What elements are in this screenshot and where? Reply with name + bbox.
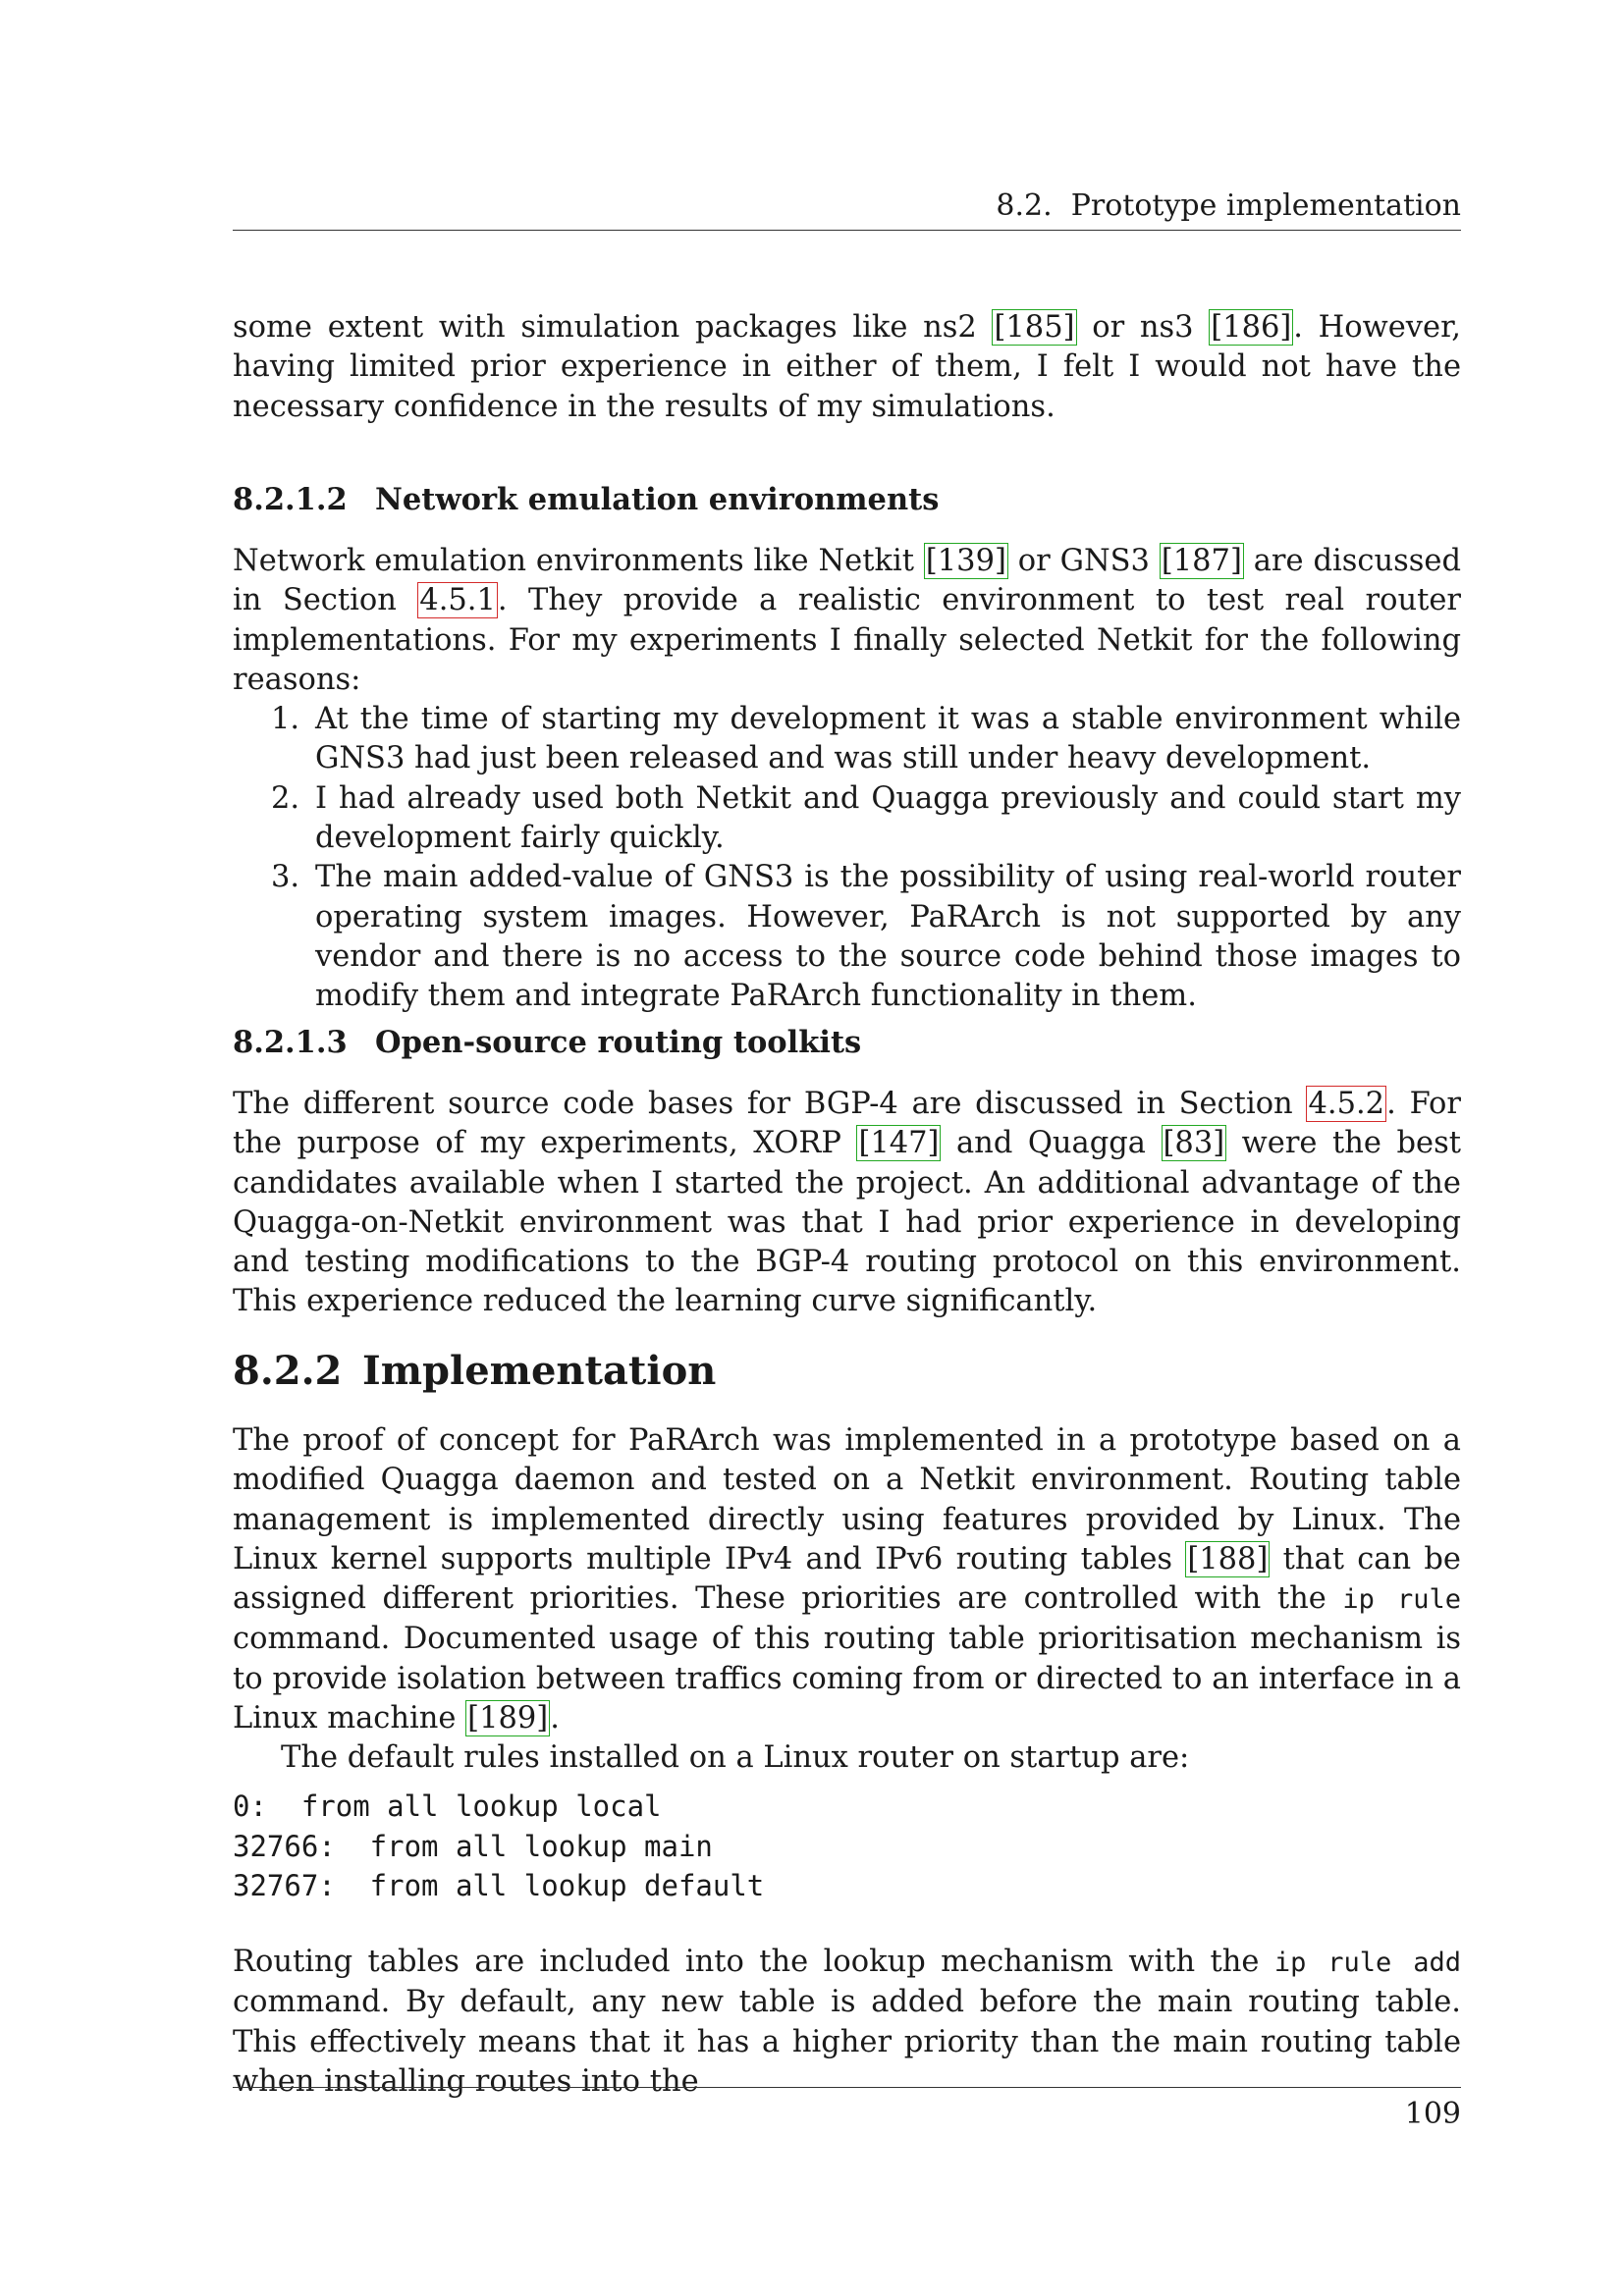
default-rules-intro: The default rules installed on a Linux router on startup are:	[281, 1740, 1190, 1776]
inline-code-ip-rule: ip rule	[1342, 1584, 1461, 1616]
code-line: 0: from all lookup local	[233, 1789, 662, 1823]
section-ref-452[interactable]: 4.5.2	[1308, 1087, 1385, 1121]
citation-188[interactable]: [188]	[1187, 1541, 1269, 1576]
section-8212-body	[233, 542, 1461, 1017]
subsection-heading-822: 8.2.2 Implementation	[233, 1348, 717, 1394]
citation-186[interactable]: [186]	[1211, 310, 1292, 345]
citation-189[interactable]: [189]	[467, 1701, 549, 1736]
reasons-list	[233, 700, 1461, 1016]
header-rule	[233, 230, 1461, 231]
subsubsection-heading-8212: 8.2.1.2 Network emulation environments	[233, 482, 940, 517]
citation-139[interactable]: [139]	[925, 544, 1006, 578]
running-header: 8.2. Prototype implementation	[996, 188, 1461, 223]
citation-147[interactable]: [147]	[858, 1126, 940, 1161]
citation-187[interactable]: [187]	[1161, 544, 1242, 578]
netkit-paragraph: Network emulation environments like Netkit [139] or GNS3 [187] are discussed in Section 4.5.1. They provide a realistic environment to test real router implementations. For my experiments I finally selected Netkit for the following reasons:	[233, 544, 1461, 697]
page-number: 109	[1404, 2097, 1461, 2131]
footer-rule	[233, 2087, 1461, 2088]
section-822-body	[233, 1421, 1461, 1779]
subsubsection-heading-8213: 8.2.1.3 Open-source routing toolkits	[233, 1025, 862, 1060]
routing-toolkits-paragraph: The different source code bases for BGP-4 are discussed in Section 4.5.2. For the purpose of my experiments, XORP [147] and Quagga [83] were the best candidates available when I started the project. An additional advantage of the Quagga-on-Netkit environment was that I had prior experience in developing and testing modifications to the BGP-4 routing protocol on this environment. This experience reduced the learning curve significantly.	[233, 1087, 1462, 1319]
inline-code-ip-rule-add: ip rule add	[1273, 1948, 1462, 1978]
routing-tables-paragraph: Routing tables are included into the lookup mechanism with the ip rule add command. By default, any new table is added before the main routing table. This effectively means that it has a higher priority than the main routing table when installing routes into the	[233, 1945, 1462, 2099]
code-line: 32767: from all lookup default	[233, 1869, 765, 1902]
list-item: 3. The main added-value of GNS3 is the possibility of using real-world router operating system images. However, PaRArch is not supported by any vendor and there is no access to the source code behind those images to modify them and integrate PaRArch functionality in them.	[271, 860, 1461, 1014]
code-block-default-rules	[233, 1787, 1461, 1906]
list-item: 1. At the time of starting my development it was a stable environment while GNS3 had just been released and was still under heavy development.	[271, 702, 1461, 776]
implementation-paragraph: The proof of concept for PaRArch was implemented in a prototype based on a modified Quagga daemon and tested on a Netkit environment. Routing table management is implemented directly using features provided by Linux. The Linux kernel supports multiple IPv4 and IPv6 routing tables [188] that can be assigned different priorities. These priorities are controlled with the ip rule command. Documented usage of this routing table prioritisation mechanism is to provide isolation between traffics coming from or directed to an interface in a Linux machine [189].	[233, 1423, 1461, 1736]
citation-83[interactable]: [83]	[1163, 1126, 1225, 1161]
code-line: 32766: from all lookup main	[233, 1829, 713, 1863]
intro-paragraph: some extent with simulation packages like ns2 [185] or ns3 [186]. However, having limited prior experience in either of them, I felt I would not have the necessary confidence in the results of my simulations.	[233, 310, 1462, 424]
list-item: 2. I had already used both Netkit and Quagga previously and could start my development fairly quickly.	[271, 780, 1461, 856]
citation-185[interactable]: [185]	[994, 310, 1075, 345]
section-ref-451[interactable]: 4.5.1	[419, 583, 496, 618]
